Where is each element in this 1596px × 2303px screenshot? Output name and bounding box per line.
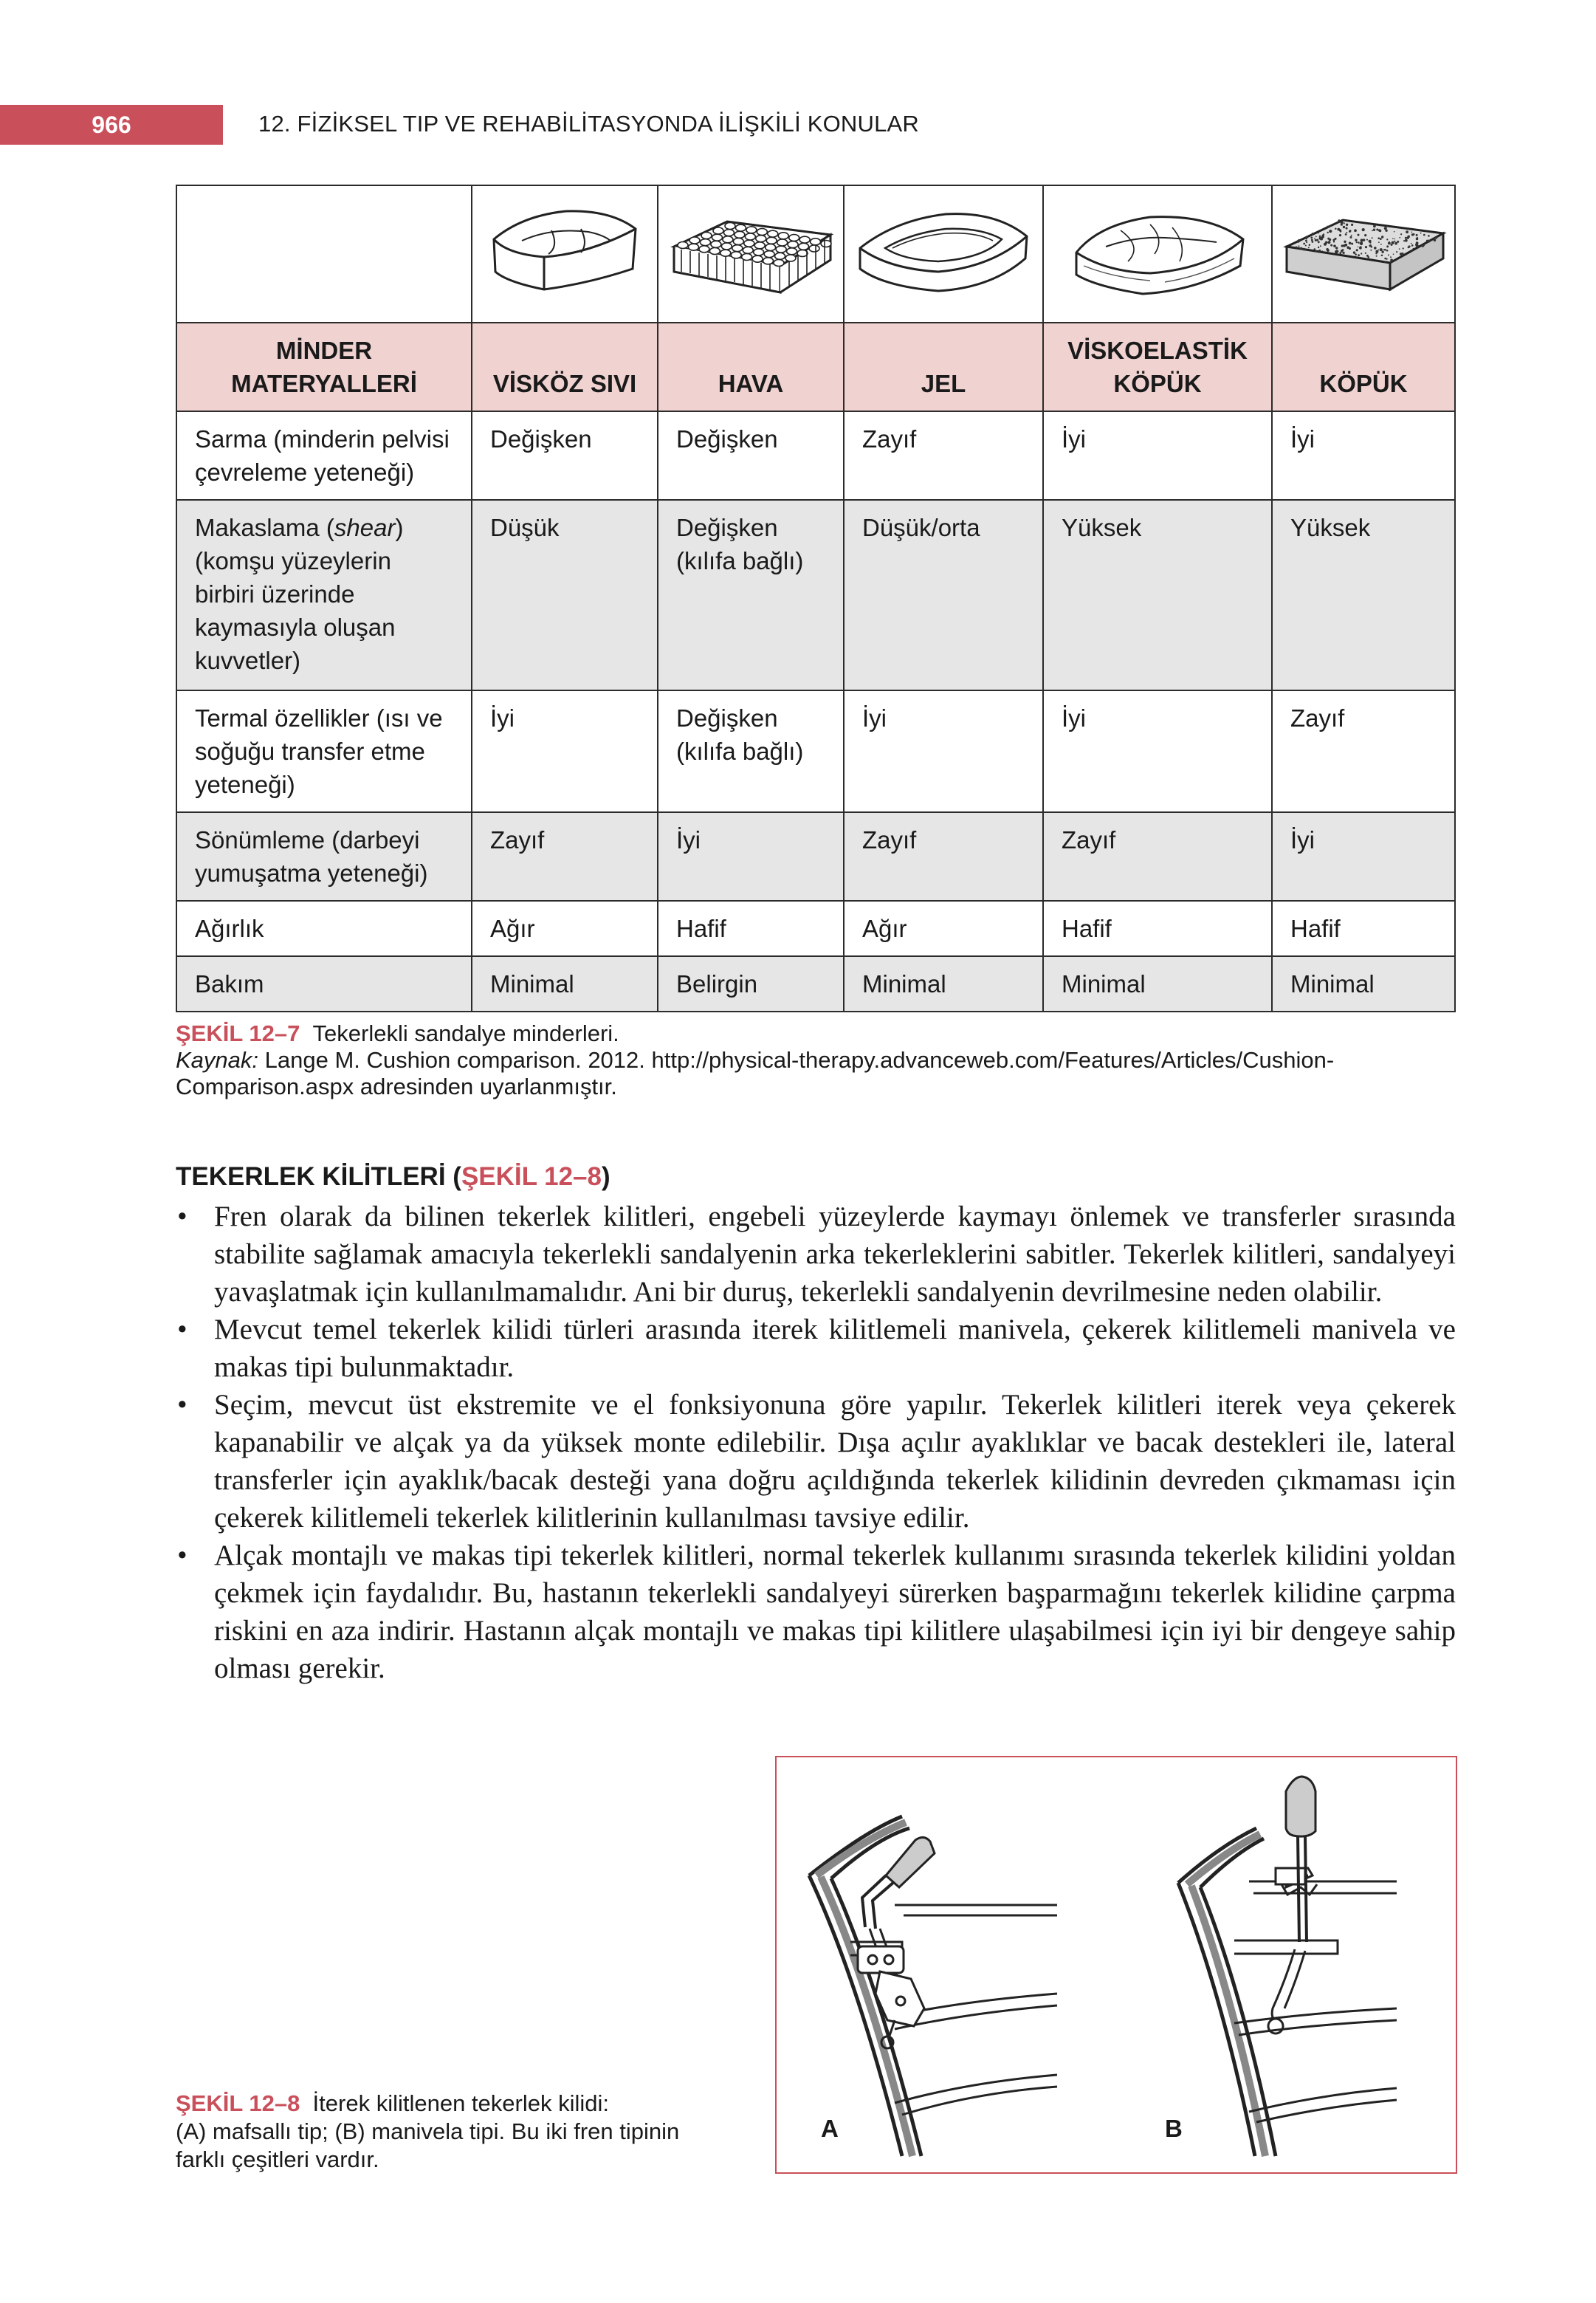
table-row: [176, 812, 1455, 901]
table-cell: Değişken (kılıfa bağlı): [658, 500, 844, 690]
header-cell-viscous-fluid: VİSKÖZ SIVI: [472, 323, 658, 411]
source-label: Kaynak:: [176, 1047, 259, 1073]
caption-text: Tekerlekli sandalye minderleri.: [312, 1020, 619, 1046]
bullet-list: [176, 1198, 1456, 1687]
foam-cushion-icon: [1272, 185, 1455, 323]
table-cell: Hafif: [1272, 901, 1455, 956]
header-cell-foam: KÖPÜK: [1272, 323, 1455, 411]
list-item: • Mevcut temel tekerlek kilidi türleri arasında iterek kilitlemeli manivela, çekerek kilitlemeli manivela ve makas tipi bulunmaktadır.: [177, 1314, 1456, 1383]
table-cell: İyi: [1272, 812, 1455, 901]
figure-reference-link: ŞEKİL 12–8: [461, 1162, 602, 1191]
table-cell: Yüksek: [1043, 500, 1272, 690]
table-row: [176, 690, 1455, 812]
table-header-row: [176, 323, 1455, 411]
row-label-shear: Makaslama (shear) (komşu yüzeylerin birbiri üzerinde kaymasıyla oluşan kuvvetler): [176, 500, 472, 690]
source-text-line2: Comparison.aspx adresinden uyarlanmıştır.: [176, 1074, 617, 1099]
table-cell: Hafif: [658, 901, 844, 956]
wheel-lock-b-drawing: [1178, 1777, 1397, 2156]
table-row: [176, 500, 1455, 690]
page-number: 966: [0, 105, 223, 145]
table-cell: İyi: [658, 812, 844, 901]
figure-label: ŞEKİL 12–7: [176, 1020, 300, 1046]
empty-corner-cell: [176, 185, 472, 323]
table-cell: Ağır: [472, 901, 658, 956]
table-cell: Düşük: [472, 500, 658, 690]
table-cell: Zayıf: [1272, 690, 1455, 812]
section-heading: TEKERLEK KİLİTLERİ (ŞEKİL 12–8): [176, 1162, 610, 1191]
table-row: [176, 901, 1455, 956]
table-row: [176, 956, 1455, 1012]
header-cell-viscoelastic-foam: VİSKOELASTİK KÖPÜK: [1043, 323, 1272, 411]
table-cell: Zayıf: [472, 812, 658, 901]
table-row: [176, 411, 1455, 500]
table-cell: Zayıf: [1043, 812, 1272, 901]
table-cell: Değişken: [472, 411, 658, 500]
figure-12-8-box: [775, 1756, 1457, 2174]
figure-label: ŞEKİL 12–8: [176, 2090, 300, 2116]
wheel-lock-a-drawing: [809, 1816, 1057, 2156]
figure-12-7-caption: [176, 1020, 1460, 1100]
table-cell: İyi: [1043, 690, 1272, 812]
table-cell: Değişken (kılıfa bağlı): [658, 690, 844, 812]
table-cell: Minimal: [844, 956, 1043, 1012]
running-head: 12. FİZİKSEL TIP VE REHABİLİTASYONDA İLİŞKİLİ KONULAR: [258, 111, 919, 137]
header-cell-material: MİNDER MATERYALLERİ: [176, 323, 472, 411]
list-item: • Seçim, mevcut üst ekstremite ve el fonksiyonuna göre yapılır. Tekerlek kilitleri iterek veya çekerek kapanabilir ve alçak ya da yüksek monte edilebilir. Dışa açılır ayaklıklar ve bacak destekleri ile, lateral transferler için ayaklık/bacak desteği yana doğru açıldığında tekerlek kilidinin devreden çıkmaması için çekerek kilitlemeli tekerlek kilitlerinin kullanılması tavsiye edilir.: [177, 1389, 1456, 1534]
air-cushion-icon: [658, 185, 844, 323]
table-cell: Zayıf: [844, 411, 1043, 500]
cushion-image-row: [176, 185, 1455, 323]
gel-cushion-icon: [844, 185, 1043, 323]
wheel-lock-illustration: [777, 1757, 1456, 2172]
table-cell: Minimal: [1272, 956, 1455, 1012]
table-cell: İyi: [1272, 411, 1455, 500]
table-cell: Minimal: [472, 956, 658, 1012]
panel-label-a: A: [821, 2115, 839, 2142]
table-cell: Yüksek: [1272, 500, 1455, 690]
header-cell-gel: JEL: [844, 323, 1043, 411]
row-label-weight: Ağırlık: [176, 901, 472, 956]
table-cell: Düşük/orta: [844, 500, 1043, 690]
list-item: • Fren olarak da bilinen tekerlek kilitleri, engebeli yüzeylerde kaymayı önlemek ve transferler sırasında stabilite sağlamak amacıyla tekerlekli sandalyenin arka tekerleklerini sabitler. Tekerlek kilitleri, sandalyeyi yavaşlatmak için kullanılmamalıdır. Ani bir duruş, tekerlekli sandalyenin devrilmesine neden olabilir.: [177, 1201, 1456, 1308]
panel-label-b: B: [1165, 2115, 1183, 2142]
header-cell-air: HAVA: [658, 323, 844, 411]
row-label-envelopment: Sarma (minderin pelvisi çevreleme yeteneği): [176, 411, 472, 500]
table-cell: Belirgin: [658, 956, 844, 1012]
list-item: • Alçak montajlı ve makas tipi tekerlek kilitleri, normal tekerlek kullanımı sırasında tekerlek kilidini yoldan çekmek için faydalıdır. Bu, hastanın tekerlekli sandalyeyi sürerken başparmağını tekerlek kilidine çarpma riskini en aza indirir. Hastanın alçak montajlı ve makas tipi kilitlere ulaşabilmesi için iyi bir dengeye sahip olması gerekir.: [177, 1540, 1456, 1684]
table-cell: Değişken: [658, 411, 844, 500]
cushion-comparison-table: [176, 185, 1456, 1012]
figure-12-8-caption: ŞEKİL 12–8 İterek kilitlenen tekerlek kilidi: (A) mafsallı tip; (B) manivela tipi. Bu iki fren tipinin farklı çeşitleri vardır.: [176, 2090, 680, 2172]
viscous-fluid-cushion-icon: [472, 185, 658, 323]
table-cell: İyi: [844, 690, 1043, 812]
viscoelastic-foam-cushion-icon: [1043, 185, 1272, 323]
row-label-thermal: Termal özellikler (ısı ve soğuğu transfer etme yeteneği): [176, 690, 472, 812]
table-cell: Minimal: [1043, 956, 1272, 1012]
table-cell: Hafif: [1043, 901, 1272, 956]
table-cell: Ağır: [844, 901, 1043, 956]
table-cell: İyi: [472, 690, 658, 812]
source-text-line1: Lange M. Cushion comparison. 2012. http://physical-therapy.advanceweb.com/Features/Articles/Cushion-: [264, 1047, 1335, 1073]
row-label-maintenance: Bakım: [176, 956, 472, 1012]
table-cell: İyi: [1043, 411, 1272, 500]
table-cell: Zayıf: [844, 812, 1043, 901]
row-label-damping: Sönümleme (darbeyi yumuşatma yeteneği): [176, 812, 472, 901]
